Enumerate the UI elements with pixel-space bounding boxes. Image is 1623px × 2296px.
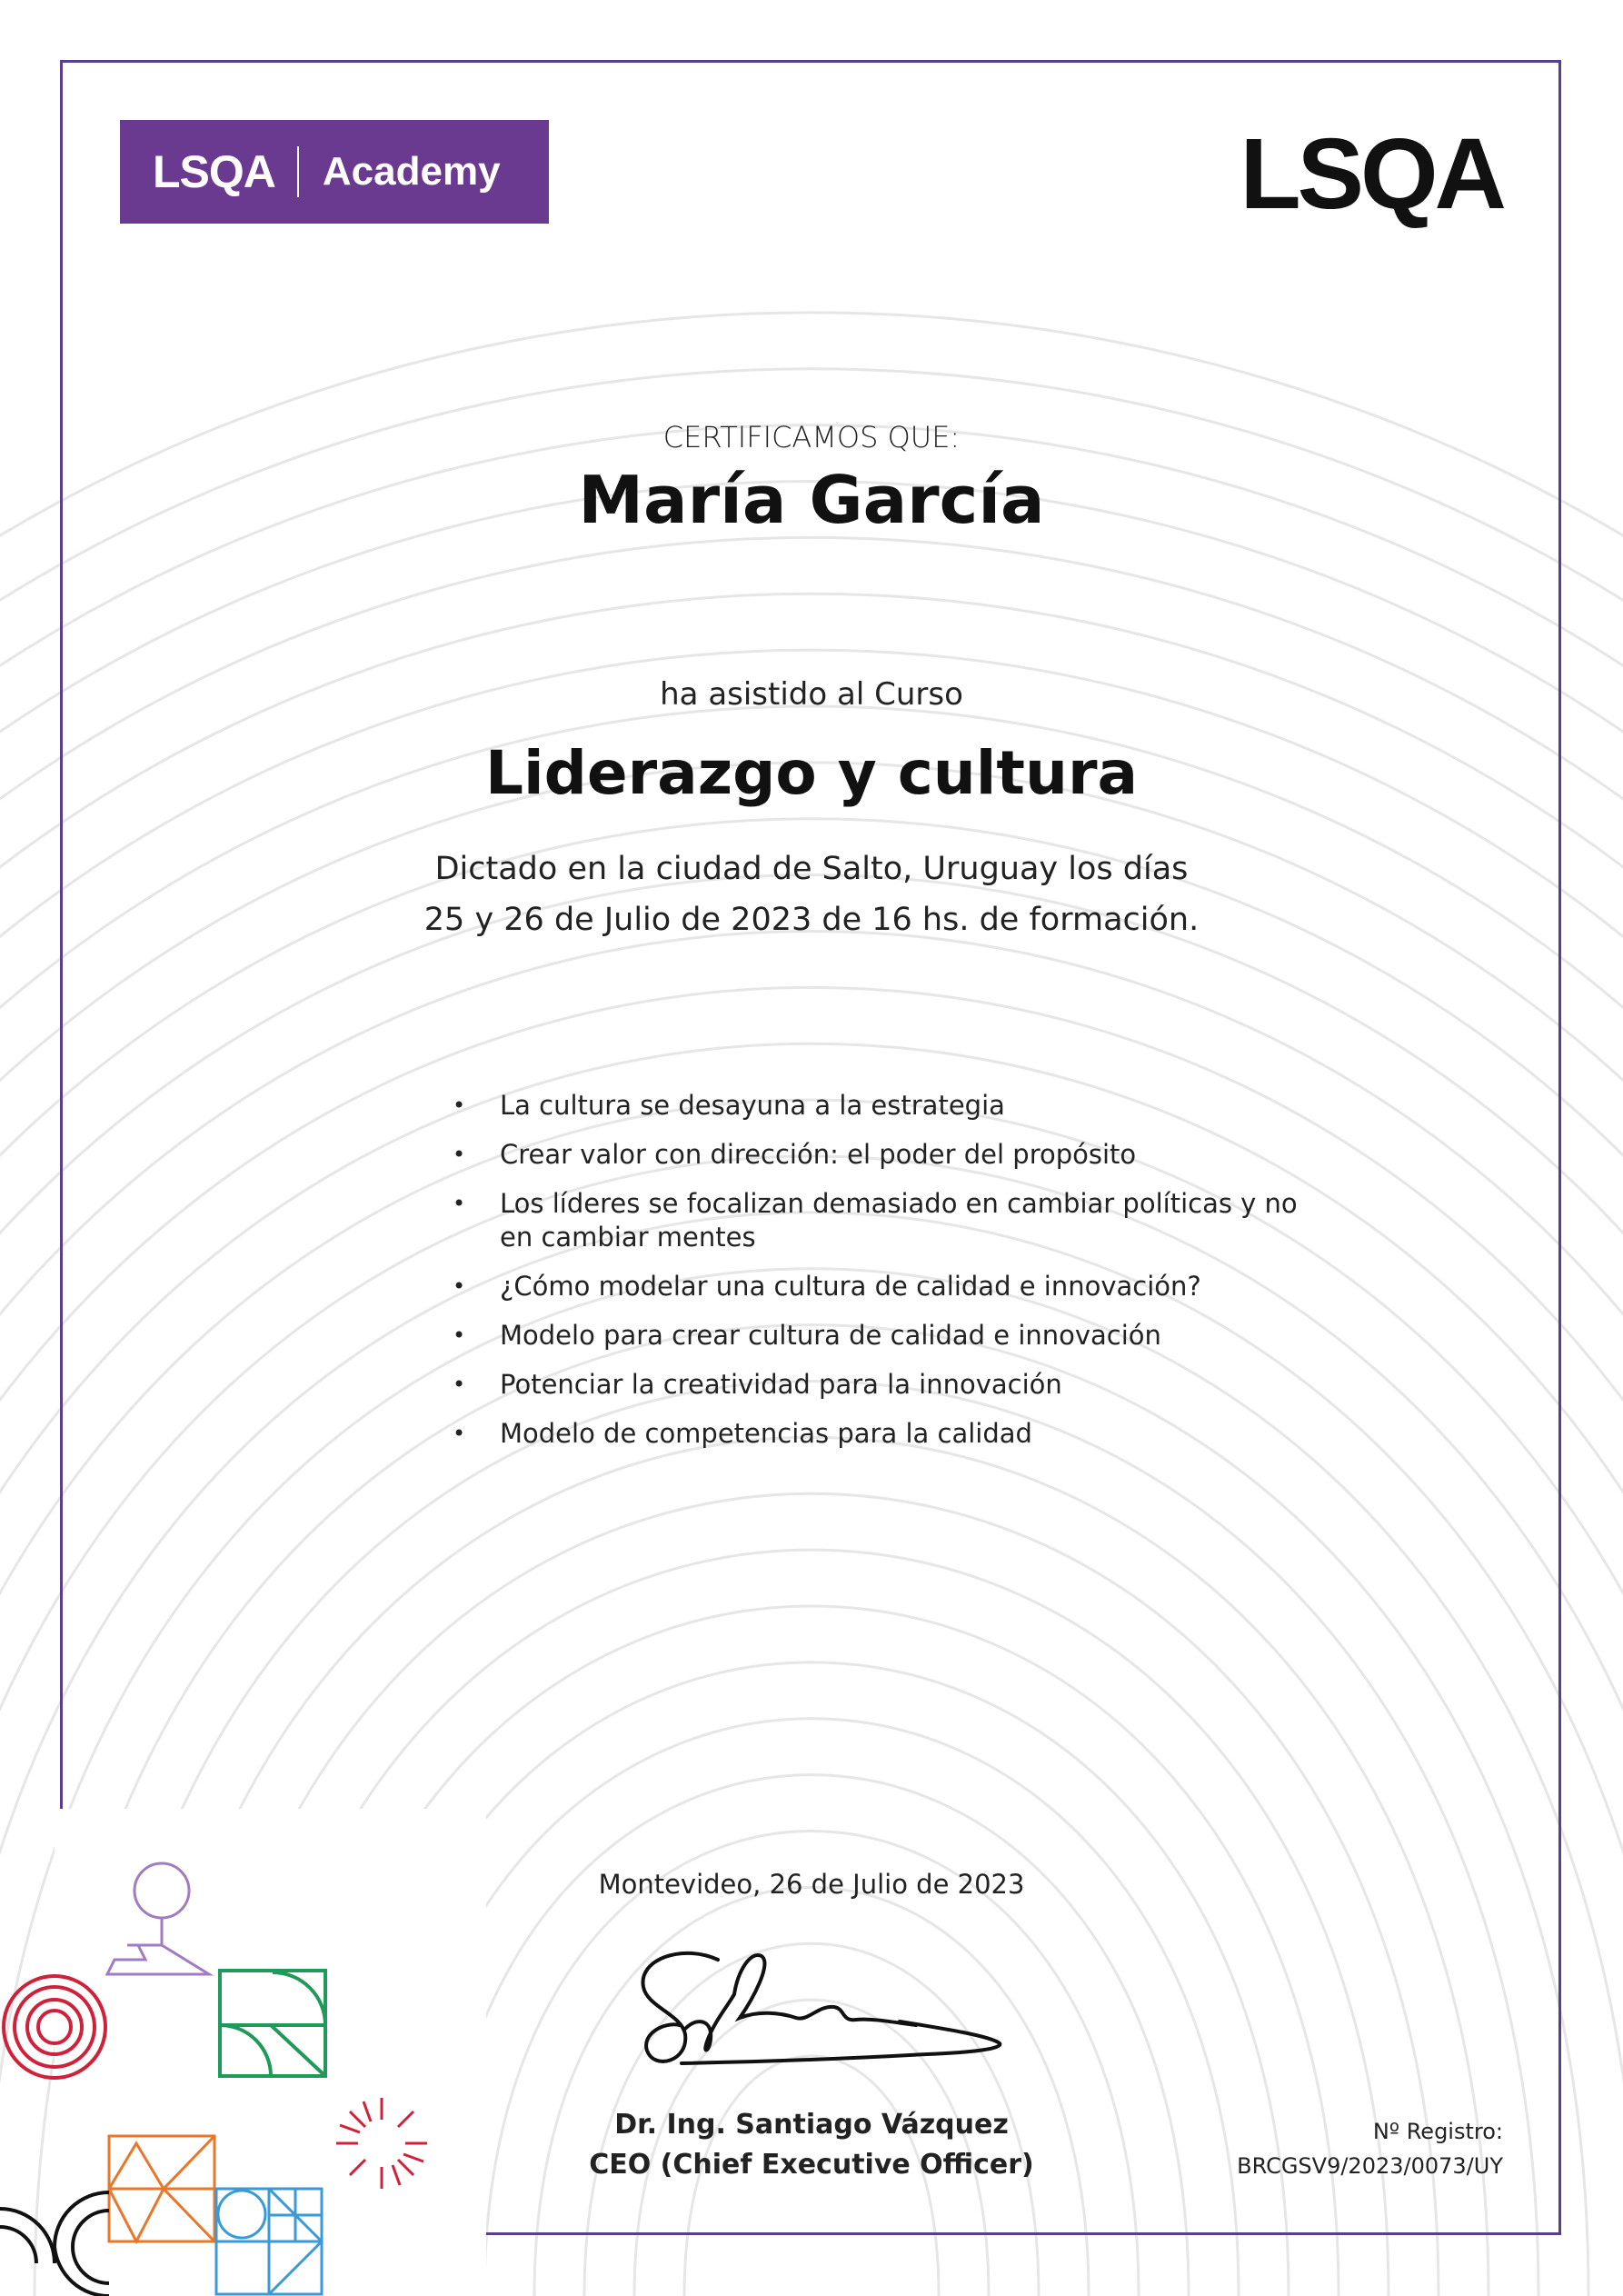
badge-word: Academy — [322, 149, 501, 194]
topic-text: Los líderes se focalizan demasiado en cambiar políticas y no en cambiar mentes — [500, 1188, 1298, 1253]
bullet-icon: • — [453, 1142, 466, 1167]
registration-block — [1237, 2114, 1503, 2183]
orange-geometric-icon — [109, 2136, 214, 2241]
topic-text: ¿Cómo modelar una cultura de calidad e innovación? — [500, 1271, 1201, 1302]
bullet-icon: • — [453, 1323, 466, 1348]
badge-separator — [297, 146, 299, 197]
list-item — [445, 1187, 1299, 1254]
certify-label: CERTIFICAMOS QUE: — [662, 420, 961, 454]
bullet-icon: • — [453, 1421, 466, 1446]
signer-role: CEO (Chief Executive Officer) — [589, 2149, 1034, 2181]
decorative-shapes — [0, 1854, 454, 2296]
attendance-text: ha asistido al Curso — [660, 676, 963, 713]
topic-text: Potenciar la creatividad para la innovación — [500, 1369, 1062, 1400]
registration-label: Nº Registro: — [1372, 2119, 1503, 2144]
course-details — [0, 844, 1623, 945]
red-starburst-icon — [336, 2098, 427, 2189]
registration-number: BRCGSV9/2023/0073/UY — [1237, 2153, 1503, 2179]
topics-list — [445, 1089, 1299, 1466]
list-item — [445, 1270, 1299, 1303]
course-title: Liderazgo y cultura — [484, 738, 1139, 808]
green-geometric-icon — [220, 1971, 325, 2076]
signature-image — [627, 1934, 1027, 2089]
list-item — [445, 1417, 1299, 1451]
course-details-line-1: Dictado en la ciudad de Salto, Uruguay los días — [434, 851, 1189, 887]
bullet-icon: • — [453, 1372, 466, 1397]
purple-figure-icon — [107, 1863, 209, 1974]
topic-text: Modelo para crear cultura de calidad e innovación — [500, 1320, 1161, 1351]
topic-text: Modelo de competencias para la calidad — [500, 1418, 1032, 1449]
list-item — [445, 1089, 1299, 1123]
bullet-icon: • — [453, 1093, 466, 1118]
black-arcs-icon — [0, 2192, 109, 2296]
course-details-line-2: 25 y 26 de Julio de 2023 de 16 hs. de formación. — [423, 902, 1200, 938]
blue-geometric-icon — [216, 2189, 322, 2294]
signer-name: Dr. Ing. Santiago Vázquez — [614, 2109, 1009, 2141]
topic-text: Crear valor con dirección: el poder del propósito — [500, 1139, 1137, 1170]
lsqa-academy-badge — [120, 120, 549, 224]
recipient-name: María García — [578, 462, 1045, 538]
lsqa-logo: LSQA — [1240, 118, 1503, 230]
topic-text: La cultura se desayuna a la estrategia — [500, 1090, 1005, 1121]
place-and-date: Montevideo, 26 de Julio de 2023 — [598, 1869, 1025, 1900]
list-item — [445, 1138, 1299, 1172]
bullet-icon: • — [453, 1191, 466, 1216]
badge-mark: LSQA — [153, 146, 275, 197]
list-item — [445, 1368, 1299, 1402]
bullet-icon: • — [453, 1273, 466, 1299]
red-concentric-circles-icon — [4, 1976, 105, 2078]
list-item — [445, 1319, 1299, 1353]
